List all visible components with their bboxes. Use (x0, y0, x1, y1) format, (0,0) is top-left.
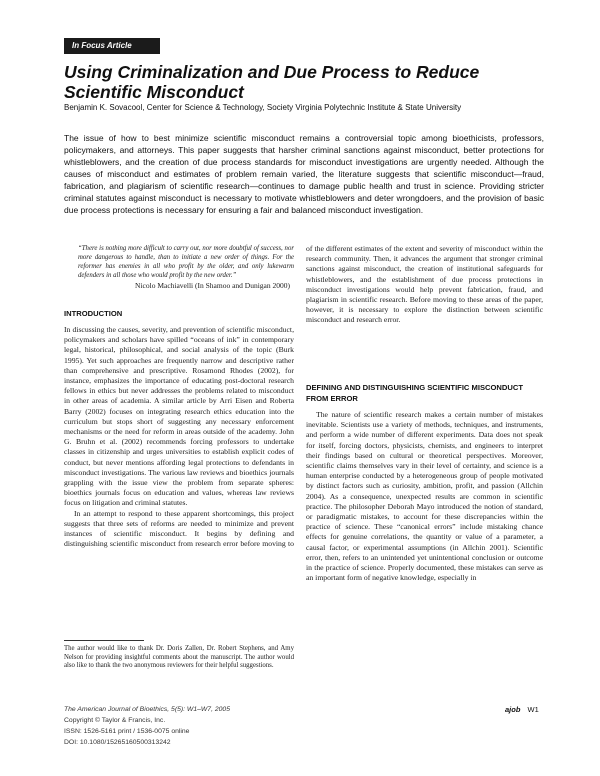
acknowledgement-footnote: The author would like to thank Dr. Doris Zallen, Dr. Robert Stephens, and Amy Nelson for providing insightful comments about the manuscript. The author would also like to thank the two anonymous reviewers for their helpful suggestions. (64, 645, 294, 670)
author-affiliation: Benjamin K. Sovacool, Center for Science & Technology, Society Virginia Polytechnic Institute & State University (64, 103, 462, 112)
article-title: Using Criminalization and Due Process to Reduce Scientific Misconduct (64, 62, 480, 102)
issn-line: ISSN: 1526-5161 print / 1536-0075 online (64, 728, 190, 735)
left-column (64, 244, 294, 550)
epigraph-attribution: Nicolo Machiavelli (In Shamoo and Dunigan 2000) (135, 281, 290, 290)
defining-heading: DEFINING AND DISTINGUISHING SCIENTIFIC MISCONDUCT FROM ERROR (306, 383, 523, 403)
page-number: W1 (527, 705, 539, 714)
abstract: The issue of how to best minimize scientific misconduct remains a controversial topic among bioethicists, professors, policymakers, and attorneys. This paper suggests that harsher criminal sanctions against misconduct, better protections for whistleblowers, and the creation of due process standards for misconduct investigations are urgently needed. Although the causes of misconduct and estimates of problem remain varied, the literature suggests that scientific misconduct—fraud, fabrication, and plagiarism of scientific research—continues to damage public health and trust in science. Providing stricter criminal statutes against misconduct is necessary to motivate whistleblowers and deter wrongdoers, and the provision of basic due process protections is necessary for ensuring a fair and balanced misconduct investigation. (64, 133, 544, 215)
copyright-line: Copyright © Taylor & Francis, Inc. (64, 717, 166, 724)
introduction-paragraph-2-flow: of the different estimates of the extent and severity of misconduct within the research community. Then, it advances the argument that stronger criminal sanctions against misconduct, the creation of institutional safeguards for whistleblowers, and the establishment of due process protections in misconduct investigations would help prevent fabrication, fraud, and plagiarism in scientific research. Before moving to these areas of the paper, however, it is necessary to explore the distinction between scientific misconduct and research error. (306, 244, 543, 325)
journal-citation: The American Journal of Bioethics, 5(5): W1–W7, 2005 (64, 706, 230, 713)
introduction-heading: INTRODUCTION (64, 309, 123, 318)
journal-brand: ajob (505, 705, 521, 714)
right-column (306, 244, 543, 583)
defining-paragraph-1: The nature of scientific research makes a certain number of mistakes inevitable. Scientists use a variety of methods, techniques, and instruments, and perform a wide number of different experiments. Data does not speak for itself, forcing doctors, physicists, chemists, and engineers to interpret their findings based on cultural or theoretical perspectives. Moreover, scientific claims themselves vary in their level of certainty, and science is a human enterprise conducted by a heterogeneous group of people motivated by distinct factors such as curiosity, ambition, profit, and passion (Allchin 2004). As a consequence, unexpected results are common in scientific practice. The philosopher Deborah Mayo introduced the notion of standard, or paradigmatic mistakes, to account for these discrepancies within the practice of science. These “canonical errors” include mistaking chance effects for genuine correlations, the quantity or value of a parameter, a causal factor, or experimental assumptions (in Allchin 2001). Scientific error, then, refers to an unintended yet unintentional conclusion or outcome in the practice of science. Properly documented, these mistakes can serve as an important form of negative knowledge, especially in (306, 410, 543, 583)
epigraph-quote: “There is nothing more difficult to carry out, nor more doubtful of success, nor more dangerous to handle, than to initiate a new order of things. For the reformer has enemies in all who profit by the older, and only lukewarm defenders in all those who would profit by the new order.” (78, 245, 294, 279)
article-type-label: In Focus Article (64, 38, 160, 54)
page-footer (505, 704, 539, 715)
introduction-paragraph-2: In an attempt to respond to these apparent shortcomings, this project suggests that three sets of reforms are needed to minimize and prevent instances of scientific misconduct. It begins by defining and distinguishing scientific misconduct from research error before moving to (64, 508, 294, 549)
doi-line: DOI: 10.1080/15265160500313242 (64, 739, 171, 746)
footnote-divider (64, 640, 144, 641)
introduction-paragraph-2-continued (306, 244, 543, 366)
publication-info (64, 704, 304, 748)
introduction-paragraph-1: In discussing the causes, severity, and prevention of scientific misconduct, policymakers and scholars have spilled “oceans of ink” in contemporary legal, historical, philosophical, and social analysis of the topic (Burk 1995). Yet such approaches are frequently narrow and descriptive rather than comprehensive and prescriptive. Rosamond Rhodes (2002), for instance, emphasizes the importance of educating post-doctoral research fellows in ethics but never addresses the problems related to misconduct in other areas of academia. A similar article by Arri Eisen and Roberta Barry (2002) focuses on integrating research ethics education into the curriculum but stops short of suggesting any necessary enforcement mechanisms or the need for reform in areas outside of the academy. John G. Bruhn et al. (2002) recommends forcing professors to undertake classes in citizenship and urges universities to establish explicit codes of conduct, but never mentions affording legal protections to defendants in misconduct investigations. The various law reviews and bioethics journals grappling with the issue view the problem from separate spheres: bioethics journals focus on education and values, whereas law reviews focus on litigation and criminal statutes. (64, 325, 294, 508)
